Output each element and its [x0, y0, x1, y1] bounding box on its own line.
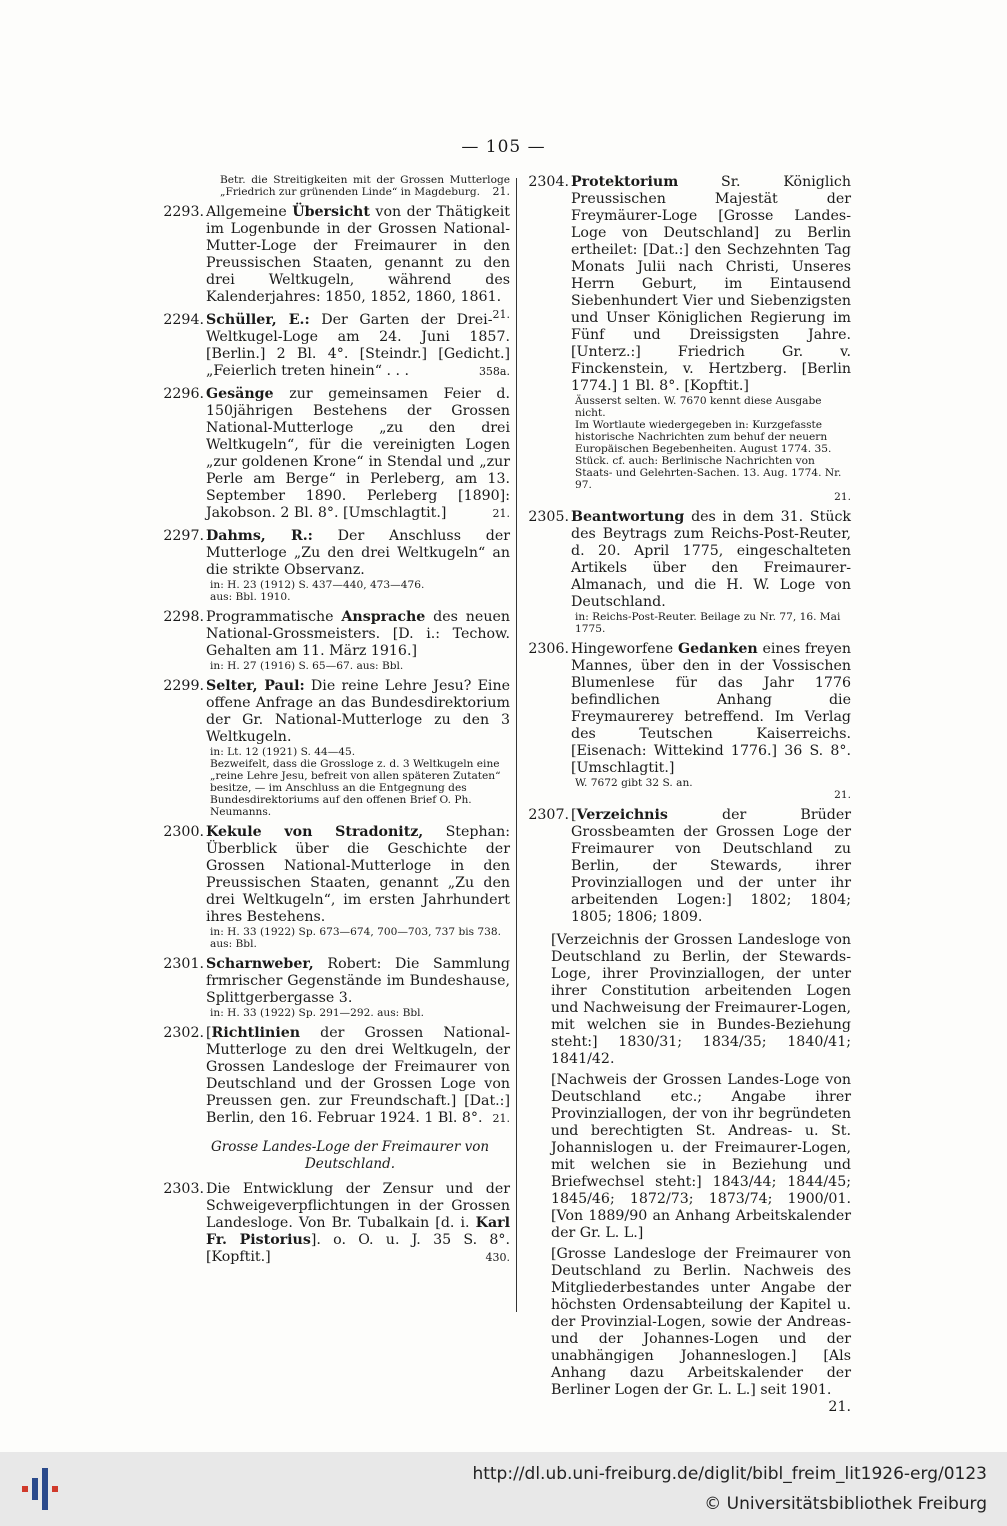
entry-body: [571, 641, 851, 777]
entry-text: des neuen National-Grossmeisters. [D. i.: Techow. Gehalten am 11. März 1916.]: [206, 609, 510, 659]
bib-entry: [150, 1181, 510, 1266]
entry-text: Robert: Die Sammlung frmrischer Gegenstände im Bundeshause, Splittgerbergasse 3.: [206, 956, 510, 1006]
entry-prefix: [: [571, 807, 577, 823]
bib-entry: [150, 528, 510, 603]
entry-text: Stephan: Überblick über die Geschichte der Grossen National-Mutterloge in den Preussischen Staaten, genannt „Zu den drei Weltkugeln“, im ersten Jahrhundert ihres Bestehens.: [206, 824, 510, 925]
entry-number: 2302.: [163, 1025, 204, 1041]
ub-freiburg-logo-icon: [18, 1464, 68, 1514]
entry-body: [206, 609, 510, 660]
entry-text: von der Thätigkeit im Logenbunde in der Grossen National-Mutter-Loge der Freimaurer in den Preussischen Staaten, genannt zu den drei Weltkugeln, während des Kalenderjahres: 1850, 1852, 1860, 1861.: [206, 204, 510, 305]
entry-body: [206, 956, 510, 1007]
right-entries: [515, 174, 851, 926]
bib-entry: [515, 174, 851, 503]
entry-number: 2293.: [163, 204, 204, 220]
entry-sig: 430.: [485, 1251, 510, 1264]
right-column: [515, 174, 851, 1416]
entry-sig: 358a.: [478, 365, 510, 378]
entry-number: 2304.: [528, 174, 569, 190]
right-paragraphs: [515, 932, 851, 1416]
entry-body: [206, 386, 510, 522]
left-entries-after: [150, 1181, 510, 1266]
bib-entry: [150, 956, 510, 1019]
entry-body: [206, 528, 510, 579]
footer-bar: [0, 1452, 1007, 1526]
entry-prefix: Die Entwicklung der Zensur und der Schweigeverpflichtungen in der Grossen Landesloge. Von Br. Tubalkain [d. i.: [206, 1181, 510, 1231]
continuation-note: [150, 174, 510, 198]
entry-number: 2296.: [163, 386, 204, 402]
entry-title: Gesänge: [206, 386, 274, 402]
catalog-paragraph: [Nachweis der Grossen Landes-Loge von Deutschland etc.; Angabe ihrer Provinziallogen, der von ihr begründeten und berechtigten St. Andreas- u. St. Johannislogen u. der Freimaurer-Logen, mit welchen sie in Beziehung und Briefwechsel steht:] 1843/44; 1844/45; 1845/46; 1872/73; 1873/74; 1900/01. [Von 1889/90 an Anhang Arbeitskalender der Gr. L. L.]: [551, 1072, 851, 1241]
entry-title: Protektorium: [571, 174, 679, 190]
entry-note: in: Lt. 12 (1921) S. 44—45.: [210, 746, 356, 758]
entry-number: 2299.: [163, 678, 204, 694]
entry-note: in: H. 23 (1912) S. 437—440, 473—476.: [210, 579, 425, 591]
entry-title: Übersicht: [292, 204, 370, 220]
note-sig: 21.: [834, 491, 851, 503]
bib-entry: [150, 1025, 510, 1127]
entry-text: der Brüder Grossbeamten der Grossen Loge der Freimaurer von Deutschland zu Berlin, der Stewards, ihrer Provinziallogen und der unter ihr arbeitenden Logen:] 1802; 1804; 1805; 1806; 1809.: [571, 807, 851, 925]
entry-prefix: [: [206, 1025, 212, 1041]
bib-entry: [150, 678, 510, 818]
page-number: — 105 —: [461, 137, 546, 157]
left-entries: [150, 204, 510, 1127]
entry-text: Der Garten der Drei-Weltkugel-Loge am 24. Juni 1857. [Berlin.] 2 Bl. 4°. [Steindr.] [Gedicht.] „Feierlich treten hinein“ . . .: [206, 312, 510, 379]
entry-text: Die reine Lehre Jesu? Eine offene Anfrage an das Bundesdirektorium der Gr. National-Mutterloge zu den 3 Weltkugeln.: [206, 678, 511, 745]
entry-title: Ansprache: [341, 609, 426, 625]
entry-title: Selter, Paul:: [206, 678, 305, 694]
entry-title: Gedanken: [677, 641, 758, 657]
bib-entry: [150, 312, 510, 380]
final-sig: 21.: [828, 1399, 851, 1415]
entry-note: W. 7672 gibt 32 S. an.: [575, 777, 693, 789]
entry-body: [206, 1025, 510, 1127]
entry-note: in: H. 33 (1922) Sp. 673—674, 700—703, 737 bis 738. aus: Bbl.: [210, 926, 502, 950]
entry-number: 2297.: [163, 528, 204, 544]
entry-title: Kekule von Stradonitz,: [206, 824, 424, 840]
entry-number: 2306.: [528, 641, 569, 657]
entry-body: [206, 824, 510, 926]
bib-entry: [150, 609, 510, 672]
entry-title: Schüller, E.:: [206, 312, 310, 328]
bib-entry: [515, 641, 851, 801]
entry-text: der Grossen National-Mutterloge zu den drei Weltkugeln, der Grossen Landesloge der Freimaurer von Deutschland und der Grossen Loge von Preussen gen. zur Freundschaft.] [Dat.:] Berlin, den 16. Februar 1924. 1 Bl. 8°.: [206, 1025, 510, 1126]
entry-title: Scharnweber,: [206, 956, 314, 972]
entry-note: in: Reichs-Post-Reuter. Beilage zu Nr. 77, 16. Mai 1775.: [575, 611, 841, 635]
entry-note: Im Wortlaute wiedergegeben in: Kurzgefasste historische Nachrichten zum behuf der neuern Europäischen Begebenheiten. August 1774. 35. Stück. cf. auch: Berlinische Nachrichten von Staats- und Gelehrten-Sachen. 13. Aug. 1774. Nr. 97.: [575, 419, 842, 491]
entry-number: 2301.: [163, 956, 204, 972]
entry-title: Richtlinien: [211, 1025, 301, 1041]
entry-number: 2294.: [163, 312, 204, 328]
entry-number: 2298.: [163, 609, 204, 625]
note-sig: 21.: [834, 789, 851, 801]
entry-sig: 21.: [492, 308, 510, 321]
footer-copyright: © Universitätsbibliothek Freiburg: [704, 1494, 987, 1514]
entry-number: 2307.: [528, 807, 569, 823]
entry-text: Der Anschluss der Mutterloge „Zu den drei Weltkugeln“ an die strikte Observanz.: [206, 528, 511, 578]
section-heading: Grosse Landes-Loge der Freimaurer von Deutschland.: [210, 1139, 490, 1172]
entry-body: [206, 678, 510, 746]
bib-entry: [150, 386, 510, 522]
entry-text: zur gemeinsamen Feier d. 150jährigen Bestehens der Grossen National-Mutterloge „zu den drei Weltkugeln“, für die vereinigten Logen „zur goldenen Krone“ in Stendal und „zur Perle am Berge“ in Perleberg, am 13. September 1890. Perleberg [1890]: Jakobson. 2 Bl. 8°. [Umschlagtit.]: [206, 386, 510, 521]
catalog-paragraph: [Grosse Landesloge der Freimaurer von Deutschland zu Berlin. Nachweis des Mitgliederbestandes unter Angabe der höchsten Ordensabteilung der Kapitel u. der Provinzial-Logen, sowie der Andreas- und der Johannes-Logen und der unabhängigen Johanneslogen.] [Als Anhang dazu Arbeitskalender der Berliner Logen der Gr. L. L.] seit 1901.: [551, 1246, 851, 1398]
left-column: [150, 174, 510, 1272]
entry-body: [206, 1181, 510, 1266]
bib-entry: [150, 824, 510, 950]
entry-note: aus: Bbl. 1910.: [210, 591, 291, 603]
bib-entry: [515, 807, 851, 926]
entry-body: [571, 807, 851, 926]
catalog-paragraph: [Verzeichnis der Grossen Landesloge von Deutschland zu Berlin, der Stewards-Loge, ihrer Provinziallogen, der unter ihrer Constitution arbeitenden Logen und Nachweisung der Freimaurer-Logen, mit welchen sie in Bundes-Beziehung steht:] 1830/31; 1834/35; 1840/41; 1841/42.: [551, 932, 851, 1067]
continuation-sig: 21.: [492, 185, 510, 198]
entry-prefix: Hingeworfene: [571, 641, 678, 657]
bib-entry: [515, 509, 851, 635]
entry-note: in: H. 33 (1922) Sp. 291—292. aus: Bbl.: [210, 1007, 424, 1019]
continuation-text: Betr. die Streitigkeiten mit der Grossen Mutterloge „Friedrich zur grünenden Linde“ in Magdeburg.: [220, 174, 510, 198]
entry-note: in: H. 27 (1916) S. 65—67. aus: Bbl.: [210, 660, 404, 672]
entry-prefix: Programmatische: [206, 609, 342, 625]
entry-title: Verzeichnis: [576, 807, 668, 823]
entry-note: Äusserst selten. W. 7670 kennt diese Ausgabe nicht.: [575, 395, 822, 419]
footer-url-link[interactable]: http://dl.ub.uni-freiburg.de/diglit/bibl_freim_lit1926-erg/0123: [472, 1464, 987, 1484]
entry-body: [571, 509, 851, 611]
entry-number: 2303.: [163, 1181, 204, 1197]
entry-body: [206, 312, 510, 380]
entry-sig: 21.: [492, 1112, 510, 1125]
entry-sig: 21.: [492, 507, 510, 520]
entry-text: eines freyen Mannes, über den in der Vossischen Blumenlese für das Jahr 1776 befindlichen Anhang die Freymaurerey betreffend. Im Verlag des Teutschen Kaiserreichs. [Eisenach: Wittekind 1776.] 36 S. 8°. [Umschlagtit.]: [571, 641, 852, 776]
entry-body: [571, 174, 851, 395]
entry-note: Bezweifelt, dass die Grossloge z. d. 3 Weltkugeln eine „reine Lehre Jesu, befreit von allen späteren Zutaten“ besitze, — im Anschluss an die Entgegnung des Bundesdirektoriums auf den offenen Brief O. Ph. Neumanns.: [210, 758, 501, 818]
entry-number: 2300.: [163, 824, 204, 840]
entry-title: Beantwortung: [571, 509, 685, 525]
entry-title: Dahms, R.:: [206, 528, 313, 544]
entry-prefix: Allgemeine: [206, 204, 293, 220]
entry-text: Sr. Königlich Preussischen Majestät der Freymäurer-Loge [Grosse Landes-Loge von Deutschland] zu Berlin ertheilet: [Dat.:] den Sechzehnten Tag Monats Julii nach Christi, Unseres Herrn Geburt, im Eintausend Siebenhundert Vier und Siebenzigsten und Unser Königlichen Regierung im Fünf und Dreissigsten Jahre. [Unterz.:] Friedrich Gr. v. Finckenstein, v. Hertzberg. [Berlin 1774.] 1 Bl. 8°. [Kopftit.]: [571, 174, 851, 394]
entry-text: ]. o. O. u. J. 35 S. 8°. [Kopftit.]: [206, 1232, 510, 1265]
entry-title: Karl Fr. Pistorius: [206, 1215, 510, 1248]
entry-text: des in dem 31. Stück des Beytrags zum Reichs-Post-Reuter, d. 20. April 1775, eingeschalteten Artikels über den Freimaurer-Almanach, und die H. W. Loge von Deutschland.: [571, 509, 851, 610]
entry-number: 2305.: [528, 509, 569, 525]
